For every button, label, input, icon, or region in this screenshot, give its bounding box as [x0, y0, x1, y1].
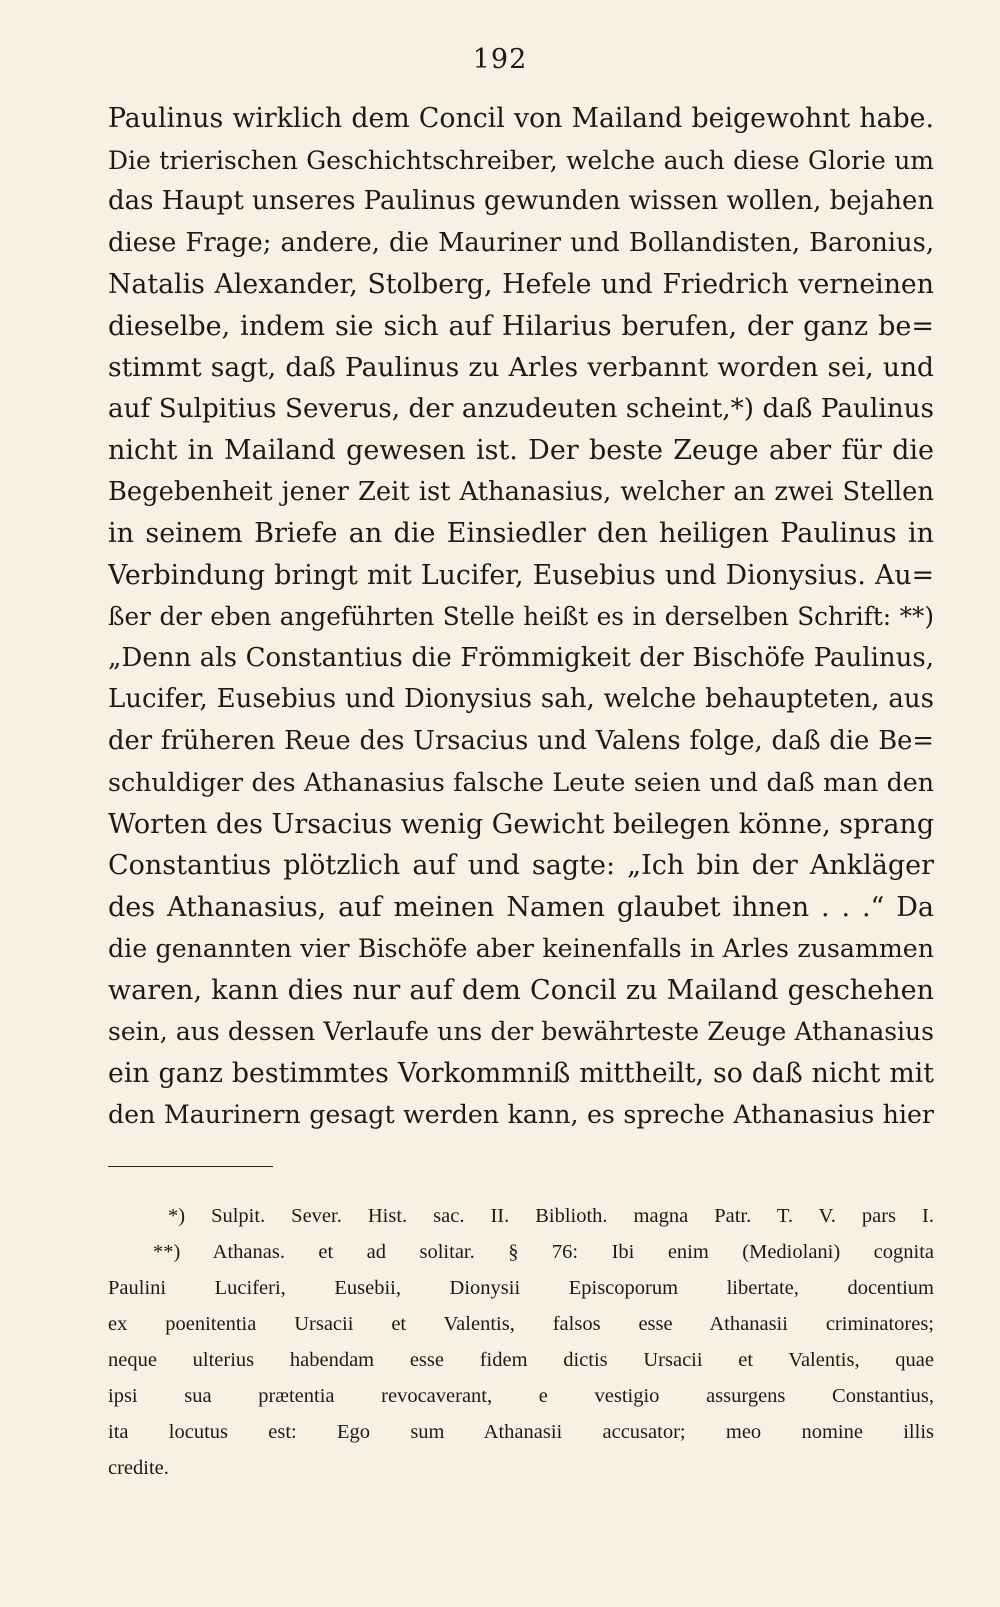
text-line: der früheren Reue des Ursacius und Valens folge, daß die Be=: [108, 725, 934, 756]
text-line: nicht in Mailand gewesen ist. Der beste Zeuge aber für die: [108, 435, 934, 466]
text-line: Natalis Alexander, Stolberg, Hefele und Friedrich verneinen: [108, 269, 934, 300]
footnote-2-line: ita locutus est: Ego sum Athanasii accusator; meo nomine illis: [108, 1421, 934, 1443]
text-line: den Maurinern gesagt werden kann, es spreche Athanasius hier: [108, 1100, 934, 1129]
text-line: „Denn als Constantius die Frömmigkeit der Bischöfe Paulinus,: [108, 642, 934, 673]
text-line: sein, aus dessen Verlaufe uns der bewährteste Zeuge Athanasius: [108, 1017, 934, 1046]
footnote-2-line: neque ulterius habendam esse fidem dictis Ursacii et Valentis, quae: [108, 1349, 934, 1371]
text-line: Verbindung bringt mit Lucifer, Eusebius und Dionysius. Au=: [108, 559, 934, 591]
text-line: dieselbe, indem sie sich auf Hilarius berufen, der ganz be=: [108, 310, 934, 342]
page-number: 192: [472, 44, 528, 75]
text-line: Die trierischen Geschichtschreiber, welche auch diese Glorie um: [108, 145, 934, 175]
text-line: auf Sulpitius Severus, der anzudeuten scheint,*) daß Paulinus: [108, 393, 934, 424]
footnote-2: **) Athanas. et ad solitar. § 76: Ibi enim (Mediolani) cognita: [153, 1241, 934, 1263]
text-line: das Haupt unseres Paulinus gewunden wissen wollen, bejahen: [108, 186, 934, 216]
footnote-separator: [108, 1166, 273, 1167]
text-line: in seinem Briefe an die Einsiedler den heiligen Paulinus in: [108, 518, 934, 549]
text-line: stimmt sagt, daß Paulinus zu Arles verbannt worden sei, und: [108, 352, 934, 383]
footnotes: [108, 1198, 934, 1486]
main-text: [108, 98, 934, 1136]
text-line: schuldiger des Athanasius falsche Leute seien und daß man den: [108, 768, 934, 797]
text-line: Constantius plötzlich auf und sagte: „Ich bin der Ankläger: [108, 850, 934, 881]
text-line: ein ganz bestimmtes Vorkommniß mittheilt, so daß nicht mit: [108, 1057, 934, 1089]
footnote-2-line: credite.: [108, 1457, 169, 1479]
text-line: waren, kann dies nur auf dem Concil zu Mailand geschehen: [108, 974, 934, 1006]
text-line: die genannten vier Bischöfe aber keinenfalls in Arles zusammen: [108, 934, 934, 963]
text-line: Paulinus wirklich dem Concil von Mailand beigewohnt habe.: [108, 103, 934, 134]
text-line: Lucifer, Eusebius und Dionysius sah, welche behaupteten, aus: [108, 684, 934, 714]
footnote-2-line: ipsi sua prætentia revocaverant, e vestigio assurgens Constantius,: [108, 1385, 934, 1407]
text-line: des Athanasius, auf meinen Namen glaubet ihnen . . .“ Da: [108, 891, 934, 923]
footnote-2-line: ex poenitentia Ursacii et Valentis, falsos esse Athanasii criminatores;: [108, 1313, 934, 1335]
text-line: ßer der eben angeführten Stelle heißt es in derselben Schrift: **): [108, 602, 934, 631]
footnote-2-line: Paulini Luciferi, Eusebii, Dionysii Episcoporum libertate, docentium: [108, 1277, 934, 1299]
text-line: Begebenheit jener Zeit ist Athanasius, welcher an zwei Stellen: [108, 476, 934, 507]
footnote-1: *) Sulpit. Sever. Hist. sac. II. Biblioth. magna Patr. T. V. pars I.: [168, 1205, 934, 1227]
text-line: diese Frage; andere, die Mauriner und Bollandisten, Baronius,: [108, 227, 934, 258]
text-line: Worten des Ursacius wenig Gewicht beilegen könne, sprang: [108, 808, 934, 840]
